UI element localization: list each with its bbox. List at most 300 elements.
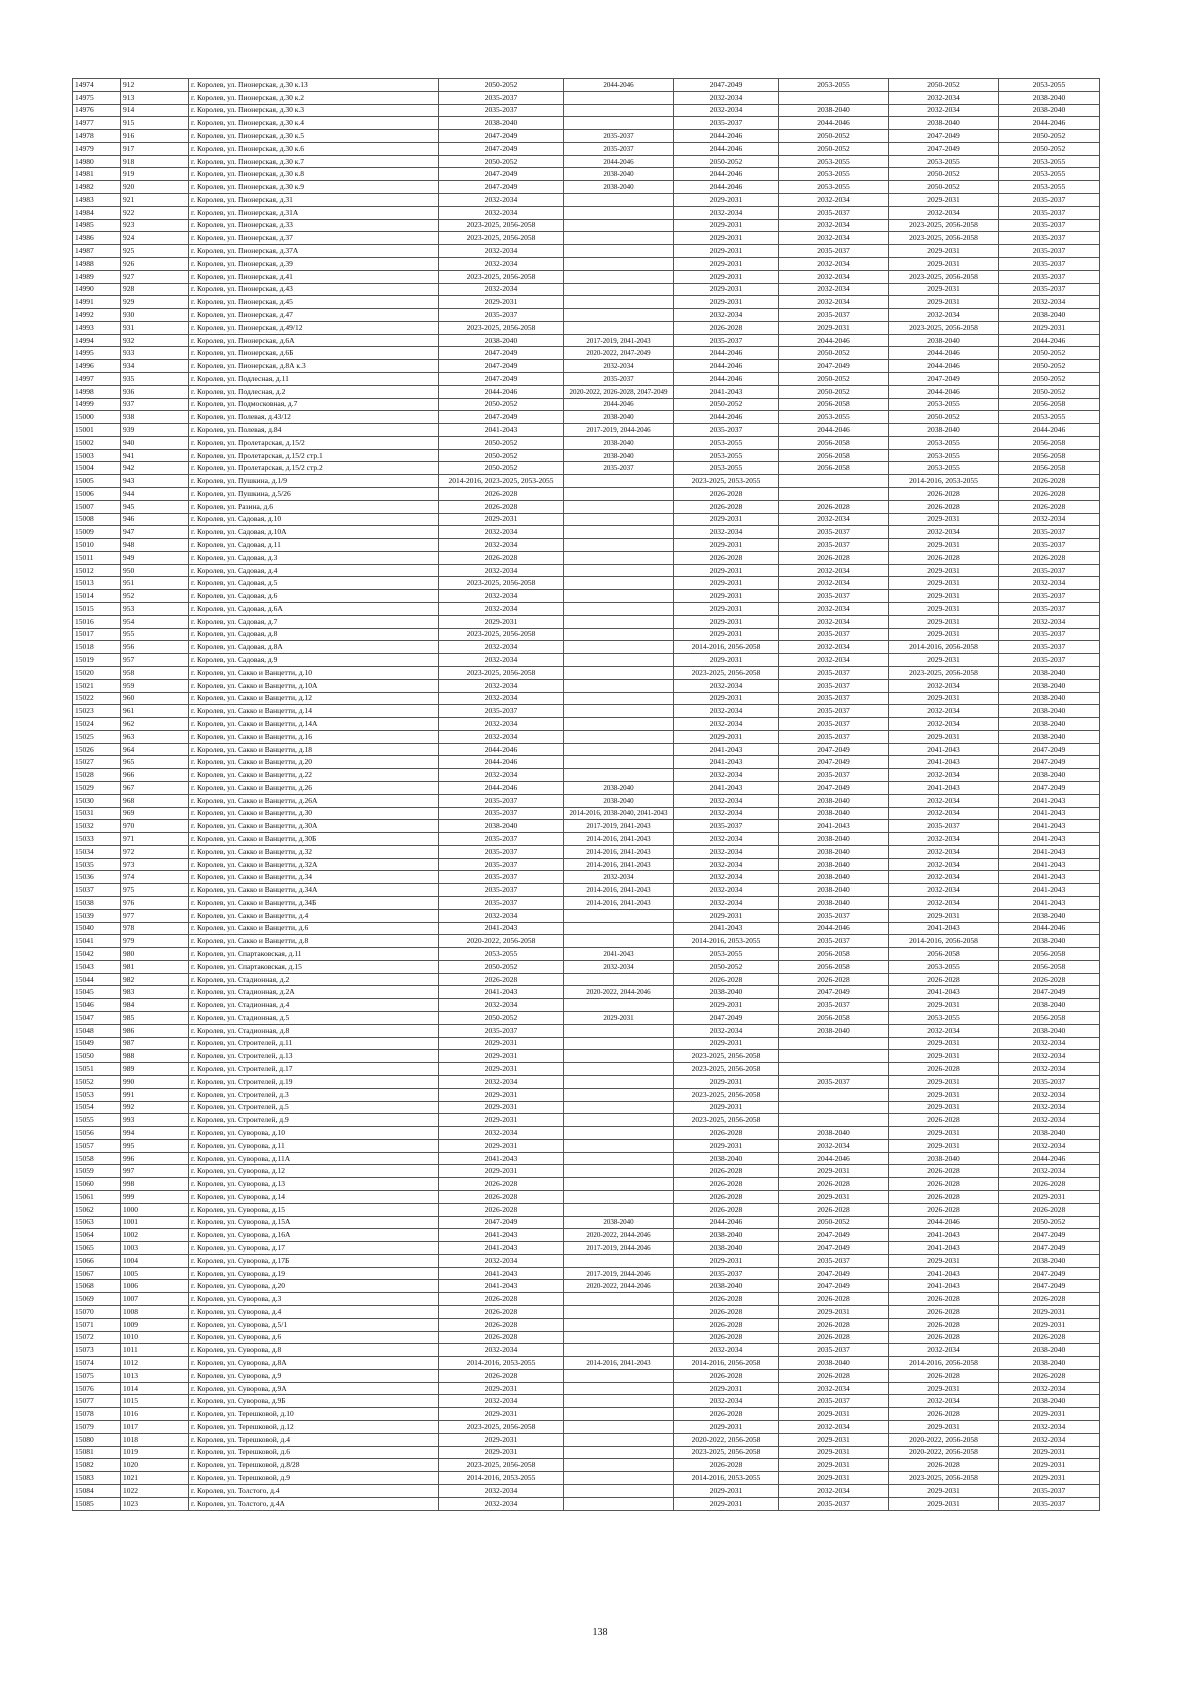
period-6-cell: 2026-2028 xyxy=(999,500,1100,513)
table-row xyxy=(73,449,1100,462)
period-2-cell xyxy=(564,1331,674,1344)
object-number-cell: 916 xyxy=(121,130,189,143)
table-row xyxy=(73,1229,1100,1242)
period-2-cell xyxy=(564,1075,674,1088)
period-1-cell: 2026-2028 xyxy=(439,488,564,501)
record-number-cell: 15004 xyxy=(73,462,121,475)
period-6-cell: 2056-2058 xyxy=(999,948,1100,961)
table-row xyxy=(73,884,1100,897)
period-6-cell: 2035-2037 xyxy=(999,257,1100,270)
address-cell: г. Королев, ул. Стадионная, д.2 xyxy=(189,973,439,986)
period-5-cell: 2032-2034 xyxy=(889,1024,999,1037)
period-1-cell: 2032-2034 xyxy=(439,999,564,1012)
period-4-cell: 2038-2040 xyxy=(779,807,889,820)
period-5-cell: 2020-2022, 2056-2058 xyxy=(889,1446,999,1459)
period-4-cell: 2056-2058 xyxy=(779,462,889,475)
period-4-cell: 2050-2052 xyxy=(779,372,889,385)
period-6-cell: 2041-2043 xyxy=(999,845,1100,858)
object-number-cell: 963 xyxy=(121,730,189,743)
period-4-cell xyxy=(779,475,889,488)
period-1-cell: 2029-2031 xyxy=(439,1063,564,1076)
period-6-cell: 2029-2031 xyxy=(999,1459,1100,1472)
period-5-cell: 2023-2025, 2056-2058 xyxy=(889,232,999,245)
period-5-cell: 2032-2034 xyxy=(889,858,999,871)
object-number-cell: 1021 xyxy=(121,1472,189,1485)
period-4-cell: 2044-2046 xyxy=(779,334,889,347)
period-2-cell xyxy=(564,1152,674,1165)
period-4-cell: 2056-2058 xyxy=(779,960,889,973)
period-3-cell: 2023-2025, 2056-2058 xyxy=(674,1063,779,1076)
address-cell: г. Королев, ул. Пионерская, д.31 xyxy=(189,194,439,207)
table-row xyxy=(73,1063,1100,1076)
period-4-cell: 2026-2028 xyxy=(779,1203,889,1216)
period-1-cell: 2050-2052 xyxy=(439,462,564,475)
table-row xyxy=(73,1331,1100,1344)
object-number-cell: 974 xyxy=(121,871,189,884)
period-6-cell: 2035-2037 xyxy=(999,219,1100,232)
object-number-cell: 953 xyxy=(121,603,189,616)
object-number-cell: 1023 xyxy=(121,1497,189,1510)
period-2-cell: 2035-2037 xyxy=(564,372,674,385)
record-number-cell: 15043 xyxy=(73,960,121,973)
period-1-cell: 2041-2043 xyxy=(439,1242,564,1255)
table-row xyxy=(73,334,1100,347)
period-4-cell xyxy=(779,1037,889,1050)
period-5-cell: 2029-2031 xyxy=(889,564,999,577)
period-2-cell: 2038-2040 xyxy=(564,1216,674,1229)
period-5-cell: 2050-2052 xyxy=(889,168,999,181)
period-2-cell: 2035-2037 xyxy=(564,462,674,475)
record-number-cell: 15019 xyxy=(73,654,121,667)
period-3-cell: 2029-2031 xyxy=(674,564,779,577)
object-number-cell: 964 xyxy=(121,743,189,756)
period-3-cell: 2035-2037 xyxy=(674,117,779,130)
period-3-cell: 2026-2028 xyxy=(674,1318,779,1331)
period-6-cell: 2032-2034 xyxy=(999,1050,1100,1063)
period-2-cell xyxy=(564,654,674,667)
period-6-cell: 2035-2037 xyxy=(999,1497,1100,1510)
period-2-cell: 2020-2022, 2044-2046 xyxy=(564,986,674,999)
period-5-cell: 2026-2028 xyxy=(889,1331,999,1344)
period-2-cell xyxy=(564,117,674,130)
period-6-cell: 2041-2043 xyxy=(999,807,1100,820)
object-number-cell: 925 xyxy=(121,245,189,258)
period-2-cell xyxy=(564,526,674,539)
period-4-cell xyxy=(779,1063,889,1076)
object-number-cell: 967 xyxy=(121,781,189,794)
period-6-cell: 2026-2028 xyxy=(999,551,1100,564)
period-2-cell: 2044-2046 xyxy=(564,398,674,411)
period-2-cell: 2017-2019, 2041-2043 xyxy=(564,334,674,347)
period-1-cell: 2023-2025, 2056-2058 xyxy=(439,219,564,232)
period-1-cell: 2044-2046 xyxy=(439,743,564,756)
period-1-cell: 2032-2034 xyxy=(439,603,564,616)
period-5-cell: 2029-2031 xyxy=(889,1382,999,1395)
period-2-cell xyxy=(564,1433,674,1446)
period-1-cell: 2041-2043 xyxy=(439,1152,564,1165)
period-2-cell: 2014-2016, 2041-2043 xyxy=(564,884,674,897)
table-row xyxy=(73,692,1100,705)
address-cell: г. Королев, ул. Пионерская, д.30 к.7 xyxy=(189,155,439,168)
table-row xyxy=(73,411,1100,424)
table-row xyxy=(73,1357,1100,1370)
period-3-cell: 2029-2031 xyxy=(674,577,779,590)
period-3-cell: 2032-2034 xyxy=(674,871,779,884)
period-4-cell: 2038-2040 xyxy=(779,845,889,858)
address-cell: г. Королев, ул. Суворова, д.15А xyxy=(189,1216,439,1229)
period-6-cell: 2038-2040 xyxy=(999,1344,1100,1357)
period-2-cell: 2041-2043 xyxy=(564,948,674,961)
period-1-cell: 2023-2025, 2056-2058 xyxy=(439,1459,564,1472)
table-row xyxy=(73,232,1100,245)
address-cell: г. Королев, ул. Пролетарская, д.15/2 xyxy=(189,436,439,449)
record-number-cell: 15063 xyxy=(73,1216,121,1229)
period-5-cell: 2029-2031 xyxy=(889,1050,999,1063)
table-row xyxy=(73,1459,1100,1472)
record-number-cell: 14993 xyxy=(73,321,121,334)
address-cell: г. Королев, ул. Суворова, д.5/1 xyxy=(189,1318,439,1331)
object-number-cell: 1010 xyxy=(121,1331,189,1344)
address-cell: г. Королев, ул. Сакко и Ванцетти, д.20 xyxy=(189,756,439,769)
address-cell: г. Королев, ул. Суворова, д.4 xyxy=(189,1306,439,1319)
address-cell: г. Королев, ул. Пионерская, д.30 к.6 xyxy=(189,142,439,155)
object-number-cell: 922 xyxy=(121,206,189,219)
object-number-cell: 957 xyxy=(121,654,189,667)
period-6-cell: 2053-2055 xyxy=(999,411,1100,424)
period-5-cell: 2032-2034 xyxy=(889,91,999,104)
object-number-cell: 1014 xyxy=(121,1382,189,1395)
table-row xyxy=(73,360,1100,373)
period-6-cell: 2047-2049 xyxy=(999,756,1100,769)
period-5-cell: 2023-2025, 2056-2058 xyxy=(889,321,999,334)
period-5-cell: 2026-2028 xyxy=(889,500,999,513)
period-6-cell: 2038-2040 xyxy=(999,679,1100,692)
object-number-cell: 940 xyxy=(121,436,189,449)
period-1-cell: 2029-2031 xyxy=(439,1382,564,1395)
record-number-cell: 15082 xyxy=(73,1459,121,1472)
period-2-cell xyxy=(564,909,674,922)
period-1-cell: 2020-2022, 2056-2058 xyxy=(439,935,564,948)
period-6-cell: 2044-2046 xyxy=(999,424,1100,437)
table-row xyxy=(73,960,1100,973)
period-2-cell xyxy=(564,488,674,501)
period-2-cell xyxy=(564,1344,674,1357)
period-4-cell: 2053-2055 xyxy=(779,168,889,181)
record-number-cell: 14992 xyxy=(73,309,121,322)
period-1-cell: 2032-2034 xyxy=(439,1075,564,1088)
object-number-cell: 933 xyxy=(121,347,189,360)
period-1-cell: 2041-2043 xyxy=(439,1280,564,1293)
record-number-cell: 15079 xyxy=(73,1421,121,1434)
period-2-cell xyxy=(564,769,674,782)
table-row xyxy=(73,1484,1100,1497)
object-number-cell: 985 xyxy=(121,1012,189,1025)
period-3-cell: 2029-2031 xyxy=(674,270,779,283)
address-cell: г. Королев, ул. Садовая, д.6 xyxy=(189,590,439,603)
period-1-cell: 2035-2037 xyxy=(439,871,564,884)
table-row xyxy=(73,603,1100,616)
period-1-cell: 2029-2031 xyxy=(439,1408,564,1421)
period-1-cell: 2023-2025, 2056-2058 xyxy=(439,1421,564,1434)
table-row xyxy=(73,270,1100,283)
period-6-cell: 2056-2058 xyxy=(999,960,1100,973)
table-row xyxy=(73,539,1100,552)
address-cell: г. Королев, ул. Терешковой, д.9 xyxy=(189,1472,439,1485)
period-5-cell: 2029-2031 xyxy=(889,577,999,590)
address-cell: г. Королев, ул. Пионерская, д.30 к.4 xyxy=(189,117,439,130)
record-number-cell: 15041 xyxy=(73,935,121,948)
period-2-cell xyxy=(564,309,674,322)
period-3-cell: 2032-2034 xyxy=(674,679,779,692)
period-5-cell: 2026-2028 xyxy=(889,1190,999,1203)
period-3-cell: 2053-2055 xyxy=(674,449,779,462)
period-6-cell: 2041-2043 xyxy=(999,833,1100,846)
period-4-cell: 2035-2037 xyxy=(779,909,889,922)
period-3-cell: 2023-2025, 2056-2058 xyxy=(674,1446,779,1459)
period-1-cell: 2029-2031 xyxy=(439,1165,564,1178)
address-cell: г. Королев, ул. Подмосковная, д.7 xyxy=(189,398,439,411)
period-2-cell xyxy=(564,679,674,692)
period-2-cell xyxy=(564,500,674,513)
record-number-cell: 15008 xyxy=(73,513,121,526)
period-3-cell: 2026-2028 xyxy=(674,973,779,986)
period-5-cell: 2029-2031 xyxy=(889,654,999,667)
record-number-cell: 15059 xyxy=(73,1165,121,1178)
record-number-cell: 15016 xyxy=(73,615,121,628)
record-number-cell: 15071 xyxy=(73,1318,121,1331)
object-number-cell: 998 xyxy=(121,1178,189,1191)
object-number-cell: 1006 xyxy=(121,1280,189,1293)
record-number-cell: 15066 xyxy=(73,1254,121,1267)
table-row xyxy=(73,1012,1100,1025)
period-1-cell: 2029-2031 xyxy=(439,615,564,628)
period-5-cell: 2032-2034 xyxy=(889,845,999,858)
period-4-cell: 2035-2037 xyxy=(779,309,889,322)
period-3-cell: 2044-2046 xyxy=(674,372,779,385)
table-row xyxy=(73,1306,1100,1319)
period-4-cell: 2035-2037 xyxy=(779,718,889,731)
period-2-cell: 2035-2037 xyxy=(564,130,674,143)
period-3-cell: 2053-2055 xyxy=(674,436,779,449)
period-3-cell: 2032-2034 xyxy=(674,884,779,897)
table-row xyxy=(73,296,1100,309)
object-number-cell: 924 xyxy=(121,232,189,245)
record-number-cell: 14989 xyxy=(73,270,121,283)
object-number-cell: 948 xyxy=(121,539,189,552)
period-6-cell: 2056-2058 xyxy=(999,1012,1100,1025)
period-2-cell xyxy=(564,666,674,679)
period-3-cell: 2035-2037 xyxy=(674,424,779,437)
period-4-cell xyxy=(779,1101,889,1114)
period-3-cell: 2035-2037 xyxy=(674,1267,779,1280)
period-6-cell: 2047-2049 xyxy=(999,781,1100,794)
object-number-cell: 973 xyxy=(121,858,189,871)
period-1-cell: 2032-2034 xyxy=(439,1497,564,1510)
period-6-cell: 2053-2055 xyxy=(999,79,1100,92)
address-cell: г. Королев, ул. Пионерская, д.8А к.3 xyxy=(189,360,439,373)
period-4-cell: 2035-2037 xyxy=(779,705,889,718)
period-5-cell: 2032-2034 xyxy=(889,807,999,820)
period-5-cell: 2032-2034 xyxy=(889,1395,999,1408)
period-3-cell: 2032-2034 xyxy=(674,526,779,539)
period-6-cell: 2038-2040 xyxy=(999,1254,1100,1267)
address-cell: г. Королев, ул. Терешковой, д.8/28 xyxy=(189,1459,439,1472)
period-6-cell: 2047-2049 xyxy=(999,1242,1100,1255)
table-row xyxy=(73,833,1100,846)
table-row xyxy=(73,1037,1100,1050)
period-4-cell: 2026-2028 xyxy=(779,1178,889,1191)
period-6-cell: 2035-2037 xyxy=(999,654,1100,667)
period-3-cell: 2029-2031 xyxy=(674,1421,779,1434)
period-4-cell: 2032-2034 xyxy=(779,564,889,577)
period-1-cell: 2032-2034 xyxy=(439,692,564,705)
period-3-cell: 2041-2043 xyxy=(674,781,779,794)
period-1-cell: 2032-2034 xyxy=(439,1484,564,1497)
period-4-cell: 2035-2037 xyxy=(779,539,889,552)
object-number-cell: 914 xyxy=(121,104,189,117)
period-4-cell: 2026-2028 xyxy=(779,1293,889,1306)
period-1-cell: 2023-2025, 2056-2058 xyxy=(439,232,564,245)
period-2-cell xyxy=(564,1318,674,1331)
period-2-cell: 2044-2046 xyxy=(564,155,674,168)
period-1-cell: 2041-2043 xyxy=(439,986,564,999)
period-3-cell: 2032-2034 xyxy=(674,1395,779,1408)
period-4-cell: 2032-2034 xyxy=(779,1139,889,1152)
period-6-cell: 2026-2028 xyxy=(999,1369,1100,1382)
period-4-cell: 2047-2049 xyxy=(779,756,889,769)
period-6-cell: 2038-2040 xyxy=(999,91,1100,104)
period-1-cell: 2041-2043 xyxy=(439,1267,564,1280)
record-number-cell: 15010 xyxy=(73,539,121,552)
period-1-cell: 2029-2031 xyxy=(439,1088,564,1101)
period-4-cell: 2032-2034 xyxy=(779,232,889,245)
period-2-cell xyxy=(564,1408,674,1421)
period-5-cell: 2026-2028 xyxy=(889,1306,999,1319)
period-3-cell: 2044-2046 xyxy=(674,168,779,181)
period-1-cell: 2047-2049 xyxy=(439,372,564,385)
address-cell: г. Королев, ул. Стадионная, д.5 xyxy=(189,1012,439,1025)
address-cell: г. Королев, ул. Строителей, д.13 xyxy=(189,1050,439,1063)
address-cell: г. Королев, ул. Сакко и Ванцетти, д.34А xyxy=(189,884,439,897)
table-row xyxy=(73,769,1100,782)
object-number-cell: 951 xyxy=(121,577,189,590)
table-row xyxy=(73,347,1100,360)
address-cell: г. Королев, ул. Сакко и Ванцетти, д.4 xyxy=(189,909,439,922)
table-row xyxy=(73,245,1100,258)
period-1-cell: 2029-2031 xyxy=(439,1446,564,1459)
period-3-cell: 2044-2046 xyxy=(674,130,779,143)
table-row xyxy=(73,155,1100,168)
table-row xyxy=(73,1254,1100,1267)
period-2-cell xyxy=(564,1088,674,1101)
table-row xyxy=(73,590,1100,603)
table-row xyxy=(73,794,1100,807)
table-row xyxy=(73,500,1100,513)
period-6-cell: 2035-2037 xyxy=(999,270,1100,283)
period-3-cell: 2029-2031 xyxy=(674,513,779,526)
period-4-cell: 2041-2043 xyxy=(779,820,889,833)
period-1-cell: 2023-2025, 2056-2058 xyxy=(439,270,564,283)
address-cell: г. Королев, ул. Пионерская, д.33 xyxy=(189,219,439,232)
period-5-cell: 2026-2028 xyxy=(889,1203,999,1216)
table-row xyxy=(73,385,1100,398)
period-2-cell xyxy=(564,1165,674,1178)
period-4-cell: 2029-2031 xyxy=(779,1306,889,1319)
address-cell: г. Королев, ул. Толстого, д.4 xyxy=(189,1484,439,1497)
table-row xyxy=(73,654,1100,667)
address-cell: г. Королев, ул. Строителей, д.5 xyxy=(189,1101,439,1114)
record-number-cell: 15024 xyxy=(73,718,121,731)
address-cell: г. Королев, ул. Суворова, д.17Б xyxy=(189,1254,439,1267)
address-cell: г. Королев, ул. Сакко и Ванцетти, д.14А xyxy=(189,718,439,731)
period-2-cell xyxy=(564,1484,674,1497)
record-number-cell: 15040 xyxy=(73,922,121,935)
period-4-cell: 2032-2034 xyxy=(779,615,889,628)
period-1-cell: 2029-2031 xyxy=(439,296,564,309)
record-number-cell: 14979 xyxy=(73,142,121,155)
table-row xyxy=(73,730,1100,743)
address-cell: г. Королев, ул. Сакко и Ванцетти, д.34Б xyxy=(189,897,439,910)
object-number-cell: 990 xyxy=(121,1075,189,1088)
period-4-cell: 2032-2034 xyxy=(779,1382,889,1395)
address-cell: г. Королев, ул. Сакко и Ванцетти, д.32А xyxy=(189,858,439,871)
record-number-cell: 15032 xyxy=(73,820,121,833)
object-number-cell: 1020 xyxy=(121,1459,189,1472)
table-row xyxy=(73,1190,1100,1203)
period-2-cell: 2017-2019, 2041-2043 xyxy=(564,820,674,833)
period-6-cell: 2038-2040 xyxy=(999,104,1100,117)
record-number-cell: 15075 xyxy=(73,1369,121,1382)
table-row xyxy=(73,513,1100,526)
period-6-cell: 2056-2058 xyxy=(999,436,1100,449)
record-number-cell: 15028 xyxy=(73,769,121,782)
period-3-cell: 2029-2031 xyxy=(674,654,779,667)
object-number-cell: 993 xyxy=(121,1114,189,1127)
table-row xyxy=(73,1280,1100,1293)
period-1-cell: 2026-2028 xyxy=(439,1306,564,1319)
period-6-cell: 2047-2049 xyxy=(999,986,1100,999)
period-3-cell: 2041-2043 xyxy=(674,385,779,398)
period-6-cell: 2035-2037 xyxy=(999,245,1100,258)
period-5-cell: 2032-2034 xyxy=(889,104,999,117)
period-3-cell: 2029-2031 xyxy=(674,730,779,743)
period-4-cell: 2032-2034 xyxy=(779,513,889,526)
period-1-cell: 2050-2052 xyxy=(439,155,564,168)
record-number-cell: 15011 xyxy=(73,551,121,564)
record-number-cell: 14999 xyxy=(73,398,121,411)
period-5-cell: 2020-2022, 2056-2058 xyxy=(889,1433,999,1446)
period-6-cell: 2041-2043 xyxy=(999,858,1100,871)
address-cell: г. Королев, ул. Пионерская, д.31А xyxy=(189,206,439,219)
object-number-cell: 989 xyxy=(121,1063,189,1076)
period-5-cell: 2029-2031 xyxy=(889,590,999,603)
period-6-cell: 2032-2034 xyxy=(999,1382,1100,1395)
period-4-cell: 2044-2046 xyxy=(779,1152,889,1165)
period-2-cell xyxy=(564,705,674,718)
object-number-cell: 960 xyxy=(121,692,189,705)
address-cell: г. Королев, ул. Суворова, д.15 xyxy=(189,1203,439,1216)
record-number-cell: 14985 xyxy=(73,219,121,232)
period-1-cell: 2026-2028 xyxy=(439,500,564,513)
period-5-cell: 2029-2031 xyxy=(889,603,999,616)
period-6-cell: 2053-2055 xyxy=(999,168,1100,181)
period-3-cell: 2023-2025, 2056-2058 xyxy=(674,1050,779,1063)
period-5-cell: 2023-2025, 2056-2058 xyxy=(889,270,999,283)
period-6-cell: 2035-2037 xyxy=(999,206,1100,219)
table-row xyxy=(73,206,1100,219)
period-3-cell: 2050-2052 xyxy=(674,398,779,411)
period-5-cell: 2014-2016, 2053-2055 xyxy=(889,475,999,488)
